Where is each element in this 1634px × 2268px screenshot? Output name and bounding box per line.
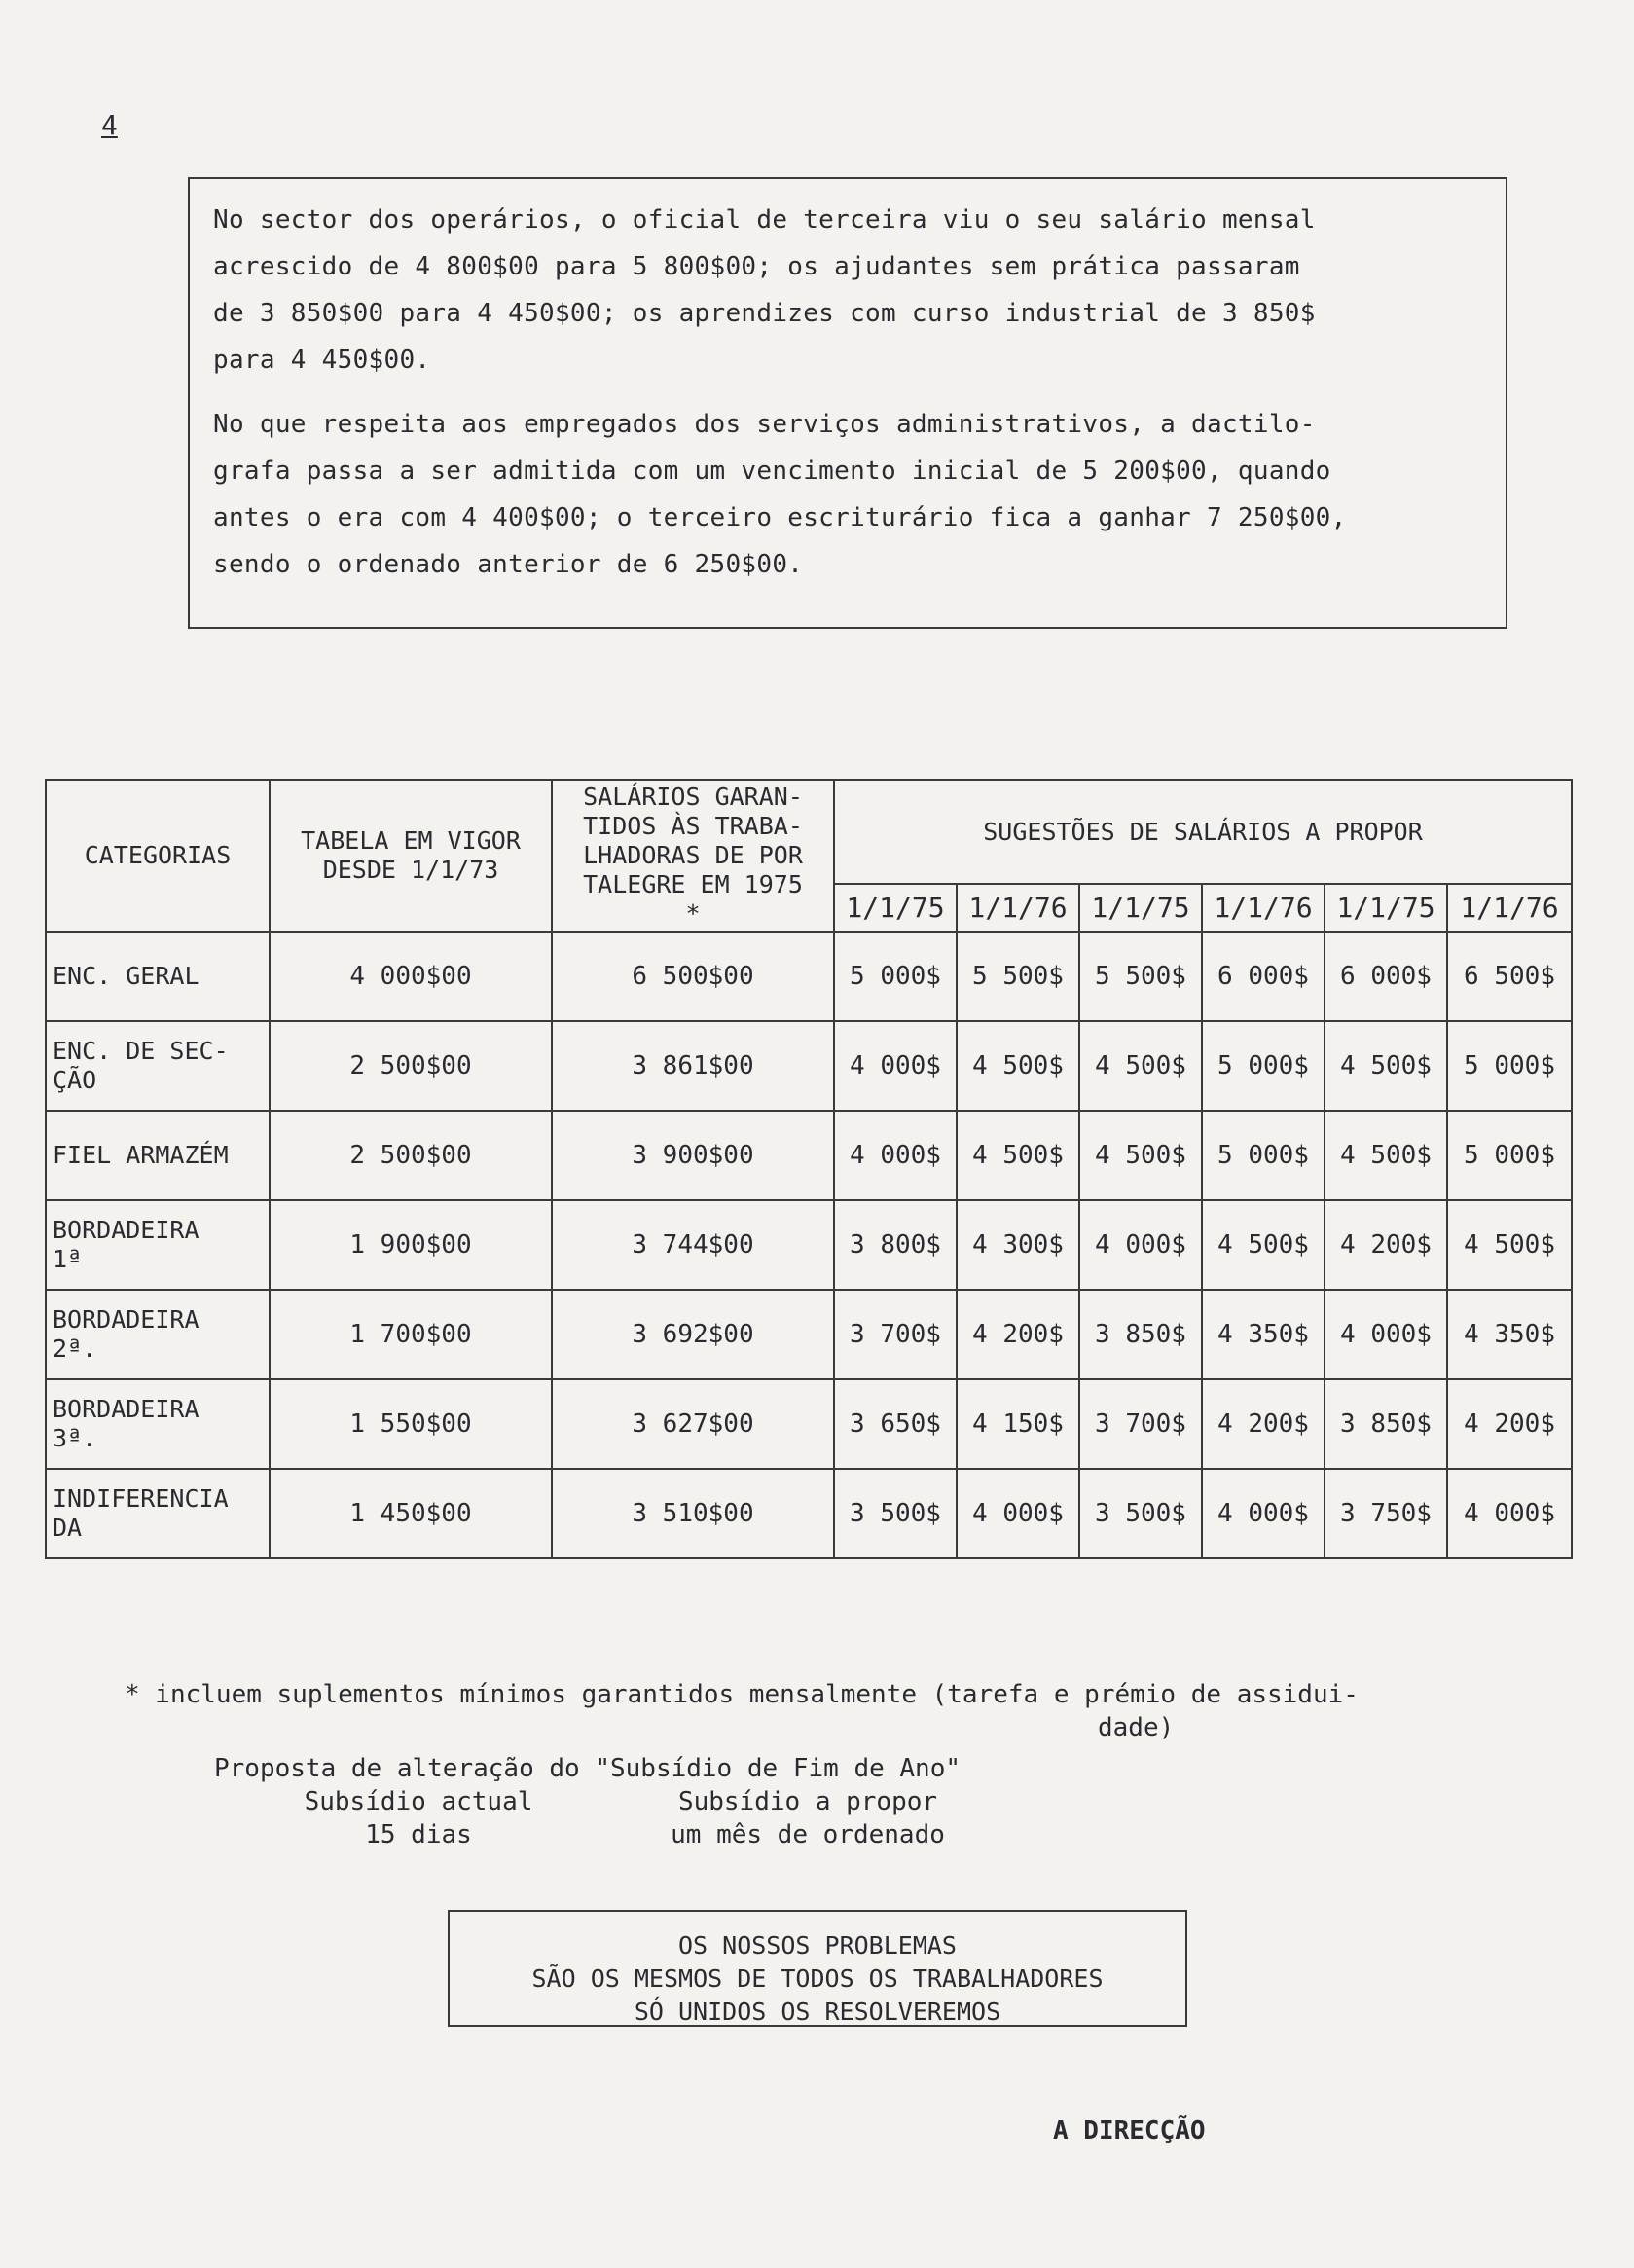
intro-paragraph-1: No sector dos operários, o oficial de terceira viu o seu salário mensal acrescido de 4 800$00 para 5 800$00; os ajudantes sem prática passaram de 3 850$00 para 4 450$00; os aprendizes com curso industrial de 3 850$ para 4 450$00. [213, 205, 1316, 375]
suggestion-cell: 5 000$ [1202, 1021, 1325, 1111]
proposed-subsidy-label: Subsídio a propor [677, 1787, 938, 1816]
current-subsidy-label: Subsídio actual [304, 1787, 533, 1816]
suggestion-cell: 4 000$ [834, 1111, 957, 1200]
header-date: 1/1/75 [834, 884, 957, 932]
category-cell: INDIFERENCIA DA [46, 1469, 270, 1558]
suggestion-cell: 3 500$ [1079, 1469, 1202, 1558]
table-row [46, 1379, 1572, 1469]
suggestion-cell: 4 350$ [1202, 1290, 1325, 1379]
tabela-cell: 1 450$00 [270, 1469, 552, 1558]
category-cell: BORDADEIRA 3ª. [46, 1379, 270, 1469]
category-cell: ENC. GERAL [46, 932, 270, 1021]
category-cell: FIEL ARMAZÉM [46, 1111, 270, 1200]
suggestion-cell: 4 000$ [1325, 1290, 1447, 1379]
table-row [46, 1290, 1572, 1379]
suggestion-cell: 4 500$ [1079, 1021, 1202, 1111]
suggestion-cell: 4 500$ [1447, 1200, 1572, 1290]
slogan-line-1: OS NOSSOS PROBLEMAS [678, 1931, 957, 1959]
table-row [46, 1469, 1572, 1558]
tabela-cell: 2 500$00 [270, 1021, 552, 1111]
category-cell: BORDADEIRA 2ª. [46, 1290, 270, 1379]
slogan-box [448, 1910, 1187, 2027]
suggestion-cell: 3 800$ [834, 1200, 957, 1290]
proposed-subsidy-value: um mês de ordenado [671, 1820, 945, 1849]
suggestion-cell: 6 000$ [1202, 932, 1325, 1021]
garantidos-cell: 3 692$00 [552, 1290, 834, 1379]
garantidos-cell: 3 900$00 [552, 1111, 834, 1200]
tabela-cell: 4 000$00 [270, 932, 552, 1021]
slogan-line-3: SÓ UNIDOS OS RESOLVEREMOS [634, 1997, 1001, 2026]
header-date: 1/1/75 [1079, 884, 1202, 932]
table-row [46, 1111, 1572, 1200]
suggestion-cell: 3 700$ [1079, 1379, 1202, 1469]
table-row [46, 1021, 1572, 1111]
suggestion-cell: 4 200$ [1202, 1379, 1325, 1469]
suggestion-cell: 5 000$ [1447, 1111, 1572, 1200]
header-sugestoes: SUGESTÕES DE SALÁRIOS A PROPOR [834, 780, 1572, 884]
suggestion-cell: 3 850$ [1325, 1379, 1447, 1469]
intro-box [188, 177, 1507, 629]
header-date: 1/1/76 [1202, 884, 1325, 932]
table-row [46, 932, 1572, 1021]
category-cell: BORDADEIRA 1ª [46, 1200, 270, 1290]
salary-table [45, 779, 1573, 1559]
footnote-line-2: dade) [1098, 1713, 1175, 1742]
suggestion-cell: 4 150$ [957, 1379, 1079, 1469]
suggestion-cell: 5 000$ [1202, 1111, 1325, 1200]
suggestion-cell: 3 850$ [1079, 1290, 1202, 1379]
suggestion-cell: 4 000$ [834, 1021, 957, 1111]
slogan-line-2: SÃO OS MESMOS DE TODOS OS TRABALHADORES [531, 1964, 1104, 1993]
tabela-cell: 2 500$00 [270, 1111, 552, 1200]
tabela-cell: 1 550$00 [270, 1379, 552, 1469]
header-date: 1/1/75 [1325, 884, 1447, 932]
suggestion-cell: 4 200$ [957, 1290, 1079, 1379]
suggestion-cell: 4 500$ [957, 1111, 1079, 1200]
signature: A DIRECÇÃO [1053, 2116, 1206, 2145]
suggestion-cell: 3 500$ [834, 1469, 957, 1558]
suggestion-cell: 3 750$ [1325, 1469, 1447, 1558]
suggestion-cell: 4 350$ [1447, 1290, 1572, 1379]
header-categorias: CATEGORIAS [46, 780, 270, 932]
proposal-title: Proposta de alteração do "Subsídio de Fim de Ano" [214, 1754, 962, 1783]
garantidos-cell: 6 500$00 [552, 932, 834, 1021]
suggestion-cell: 5 000$ [834, 932, 957, 1021]
header-date: 1/1/76 [957, 884, 1079, 932]
garantidos-cell: 3 744$00 [552, 1200, 834, 1290]
header-tabela: TABELA EM VIGOR DESDE 1/1/73 [270, 780, 552, 932]
suggestion-cell: 4 000$ [1447, 1469, 1572, 1558]
suggestion-cell: 4 000$ [1202, 1469, 1325, 1558]
suggestion-cell: 4 500$ [1325, 1021, 1447, 1111]
tabela-cell: 1 900$00 [270, 1200, 552, 1290]
suggestion-cell: 4 500$ [1325, 1111, 1447, 1200]
suggestion-cell: 4 500$ [957, 1021, 1079, 1111]
suggestion-cell: 4 500$ [1202, 1200, 1325, 1290]
suggestion-cell: 5 500$ [1079, 932, 1202, 1021]
suggestion-cell: 4 200$ [1325, 1200, 1447, 1290]
subsidy-proposal [214, 1752, 993, 1851]
category-cell: ENC. DE SEC- ÇÃO [46, 1021, 270, 1111]
header-date: 1/1/76 [1447, 884, 1572, 932]
footnote [125, 1678, 1584, 1744]
suggestion-cell: 4 300$ [957, 1200, 1079, 1290]
header-salarios-garantidos: SALÁRIOS GARAN- TIDOS ÀS TRABA- LHADORAS DE POR TALEGRE EM 1975 * [552, 780, 834, 932]
suggestion-cell: 5 000$ [1447, 1021, 1572, 1111]
garantidos-cell: 3 627$00 [552, 1379, 834, 1469]
garantidos-cell: 3 861$00 [552, 1021, 834, 1111]
suggestion-cell: 3 700$ [834, 1290, 957, 1379]
suggestion-cell: 4 500$ [1079, 1111, 1202, 1200]
page-number: 4 [101, 109, 118, 141]
intro-paragraph-2: No que respeita aos empregados dos serviços administrativos, a dactilo- grafa passa a ser admitida com um vencimento inicial de 5 200$00, quando antes o era com 4 400$00; o terceiro escriturário fica a ganhar 7 250$00, sendo o ordenado anterior de 6 250$00. [213, 410, 1347, 579]
suggestion-cell: 6 000$ [1325, 932, 1447, 1021]
footnote-line-1: * incluem suplementos mínimos garantidos mensalmente (tarefa e prémio de assidui- [125, 1680, 1359, 1709]
table-row [46, 1200, 1572, 1290]
suggestion-cell: 4 200$ [1447, 1379, 1572, 1469]
suggestion-cell: 6 500$ [1447, 932, 1572, 1021]
suggestion-cell: 5 500$ [957, 932, 1079, 1021]
garantidos-cell: 3 510$00 [552, 1469, 834, 1558]
tabela-cell: 1 700$00 [270, 1290, 552, 1379]
suggestion-cell: 4 000$ [1079, 1200, 1202, 1290]
suggestion-cell: 3 650$ [834, 1379, 957, 1469]
current-subsidy-value: 15 dias [365, 1820, 472, 1849]
suggestion-cell: 4 000$ [957, 1469, 1079, 1558]
